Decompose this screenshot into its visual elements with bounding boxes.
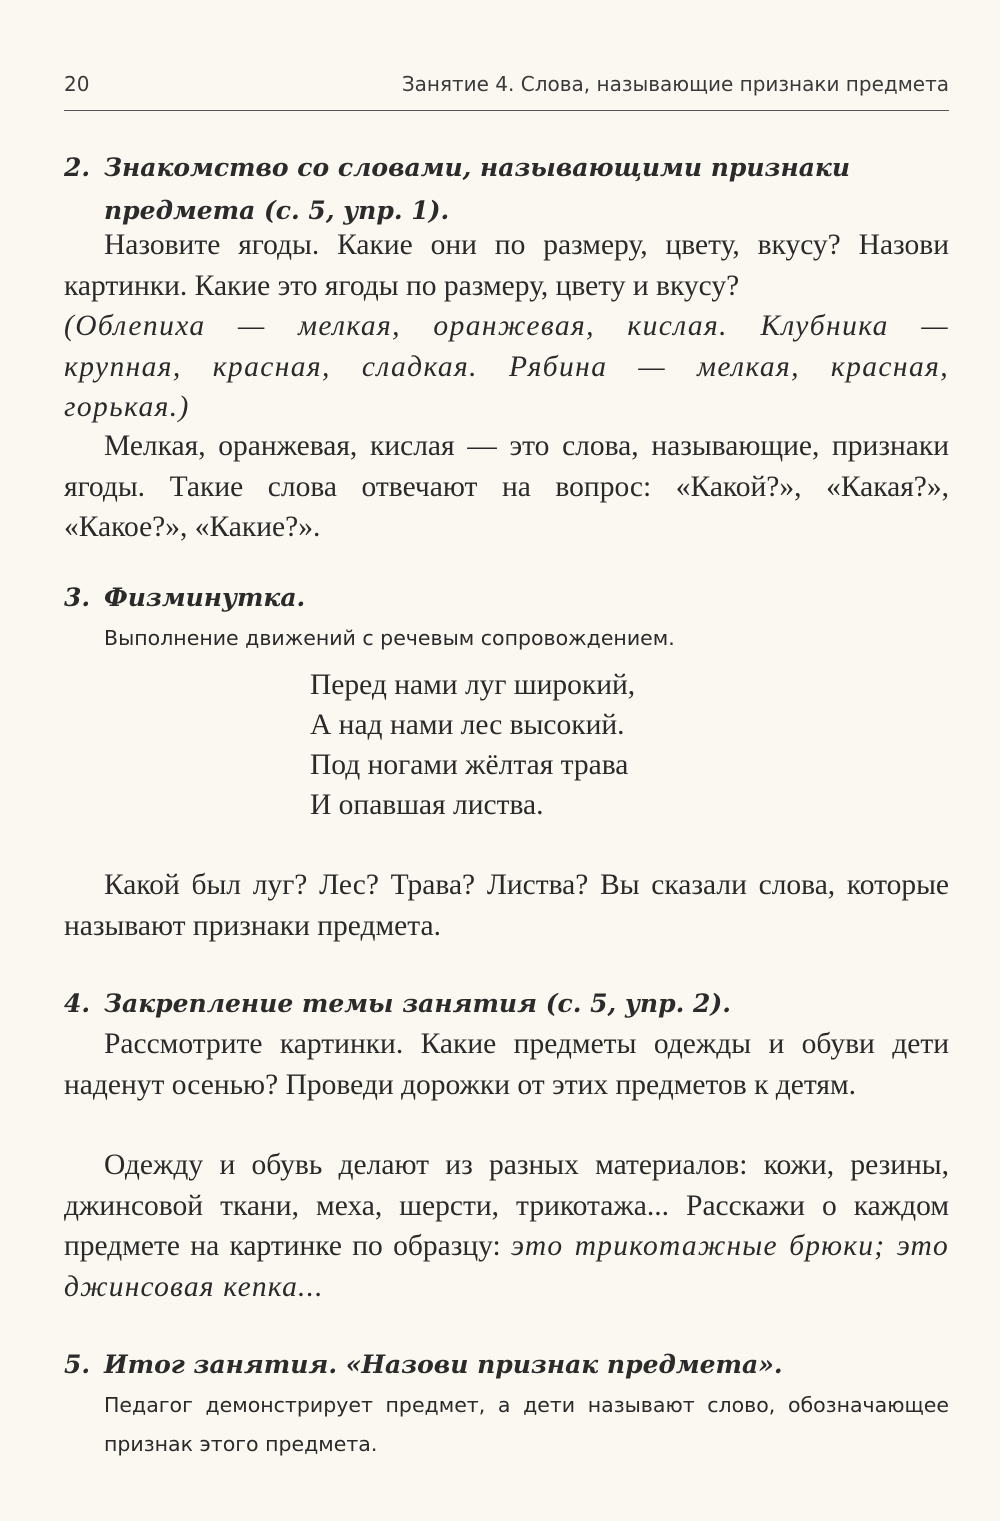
section-3-title: Физминутка. [104,583,306,612]
section-2-answer: (Облепиха — мелкая, оранжевая, кислая. Клубника — крупная, красная, сладкая. Рябина — мелкая, красная, горькая.) [64,310,949,423]
section-2-title: Знакомство со словами, называющими признаки предмета (с. 5, упр. 1). [104,153,851,225]
section-4-heading [64,982,949,1025]
poem-line: Перед нами луг широкий, [310,669,636,701]
poem-line: А над нами лес высокий. [310,709,625,741]
section-5-title: Итог занятия. «Назови признак предмета». [104,1350,783,1379]
poem-line: Под ногами жёлтая трава [310,749,629,781]
section-5-instruction: Педагог демонстрирует предмет, а дети называют слово, обозначающее признак этого предмета. [104,1393,949,1456]
section-5-number: 5. [64,1350,91,1379]
section-3-question: Какой был луг? Лес? Трава? Листва? Вы сказали слова, которые называют признаки предмета. [64,869,949,942]
section-3-heading [64,576,949,619]
section-3-instruction: Выполнение движений с речевым сопровождением. [104,626,675,650]
section-4-example: это трикотажные брюки; это джинсовая кепка... [64,1230,949,1303]
section-2-explanation: Мелкая, оранжевая, кислая — это слова, называющие, признаки ягоды. Такие слова отвечают на вопрос: «Какой?», «Какая?», «Какое?», «Какие?». [64,430,949,543]
running-header [64,72,949,106]
section-4-number: 4. [64,989,91,1018]
section-4-question: Рассмотрите картинки. Какие предметы одежды и обуви дети наденут осенью? Проведи дорожки от этих предметов к детям. [64,1028,949,1101]
section-3-number: 3. [64,583,91,612]
section-4-title: Закрепление темы занятия (с. 5, упр. 2). [104,989,731,1018]
section-2-heading [64,146,949,232]
poem-line: И опавшая листва. [310,789,544,821]
section-2-question: Назовите ягоды. Какие они по размеру, цвету, вкусу? Назови картинки. Какие это ягоды по размеру, цвету и вкусу? [64,229,949,302]
page-number: 20 [64,72,90,96]
header-rule [64,110,949,111]
running-title: Занятие 4. Слова, называющие признаки предмета [401,72,949,96]
section-5-heading [64,1343,949,1386]
section-2-number: 2. [64,153,91,182]
section-4-materials-text: Одежду и обувь делают из разных материалов: кожи, резины, джинсовой ткани, меха, шерсти, трикотажа... Расскажи о каждом предмете на картинке по образцу: [64,1149,949,1262]
section-4-materials [64,1145,949,1307]
poem [310,665,910,825]
